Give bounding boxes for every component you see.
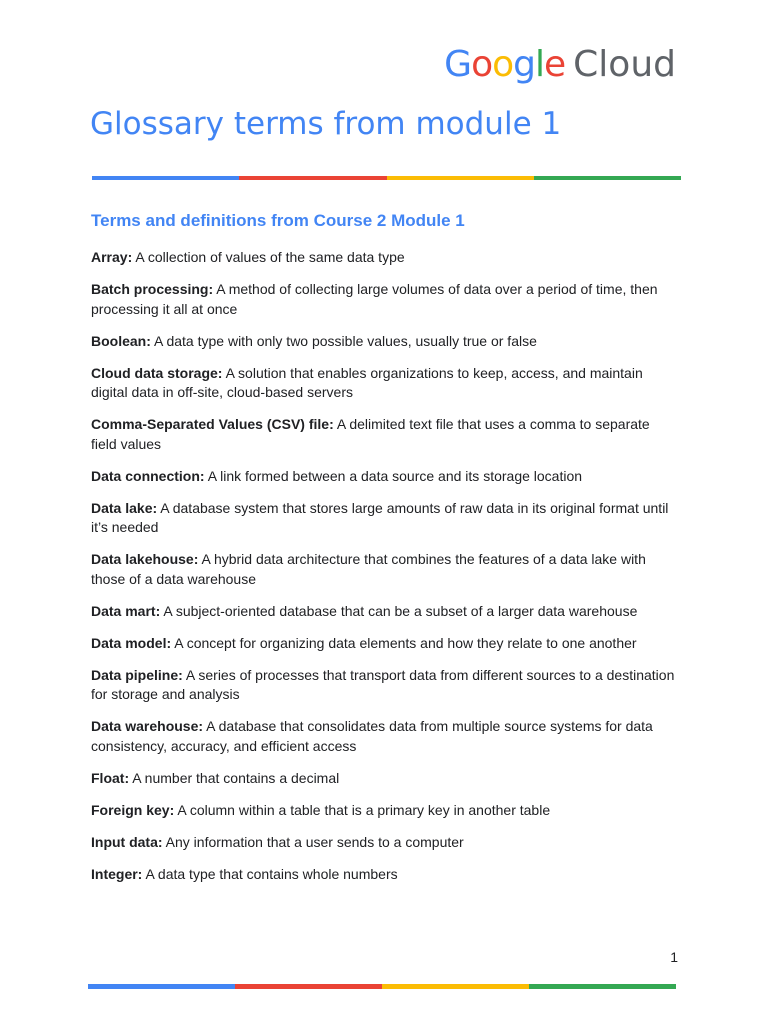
glossary-definition: A hybrid data architecture that combines the features of a data lake with those of a data warehouse (91, 551, 646, 587)
glossary-term: Boolean: (91, 332, 151, 349)
glossary-entry (91, 865, 676, 885)
glossary-definition: A number that contains a decimal (129, 769, 340, 786)
logo-letter: l (534, 44, 544, 85)
logo-letter: g (513, 44, 535, 85)
divider-segment-green (529, 984, 676, 989)
page-number: 1 (670, 949, 678, 965)
glossary-entry (91, 666, 676, 705)
google-wordmark (444, 44, 565, 85)
glossary-definition: A link formed between a data source and its storage location (204, 467, 583, 484)
glossary-term: Data model: (91, 634, 172, 651)
glossary-term: Data lake: (91, 499, 158, 516)
glossary-definition: A delimited text file that uses a comma to separate field values (91, 416, 650, 452)
glossary-term: Integer: (91, 865, 143, 882)
glossary-definition: A column within a table that is a primary key in another table (174, 801, 551, 818)
glossary-term: Input data: (91, 833, 163, 850)
cloud-wordmark: Cloud (573, 44, 676, 85)
glossary-term: Data pipeline: (91, 666, 183, 683)
logo-letter: G (444, 44, 472, 85)
glossary-term-list (91, 248, 676, 897)
glossary-definition: A concept for organizing data elements and how they relate to one another (171, 634, 637, 651)
glossary-entry (91, 833, 676, 853)
glossary-term: Foreign key: (91, 801, 175, 818)
glossary-definition: A data type that contains whole numbers (142, 865, 398, 882)
logo-letter: e (544, 44, 566, 85)
glossary-term: Array: (91, 249, 133, 265)
glossary-entry (91, 467, 676, 487)
glossary-definition: A series of processes that transport data from different sources to a destination for storage and analysis (91, 666, 675, 702)
section-heading: Terms and definitions from Course 2 Module 1 (91, 211, 465, 230)
logo-letter: o (471, 44, 493, 85)
glossary-entry (91, 550, 676, 589)
glossary-term: Data warehouse: (91, 718, 204, 734)
glossary-term: Data connection: (91, 467, 205, 484)
glossary-term: Data mart: (91, 602, 161, 619)
glossary-definition: A database system that stores large amounts of raw data in its original format until it’s needed (91, 499, 669, 535)
bottom-color-divider (88, 984, 676, 989)
google-cloud-logo (444, 44, 676, 85)
glossary-definition: A method of collecting large volumes of data over a period of time, then processing it all at once (91, 281, 658, 317)
glossary-term: Data lakehouse: (91, 551, 199, 567)
divider-segment-blue (92, 176, 239, 180)
glossary-entry (91, 769, 676, 789)
glossary-definition: A solution that enables organizations to keep, access, and maintain digital data in off-site, cloud-based servers (91, 364, 643, 400)
divider-segment-green (534, 176, 681, 180)
divider-segment-red (239, 176, 386, 180)
glossary-term: Batch processing: (91, 281, 214, 297)
glossary-entry (91, 332, 676, 352)
top-color-divider (92, 176, 681, 180)
glossary-entry (91, 499, 676, 538)
glossary-definition: Any information that a user sends to a computer (162, 833, 464, 850)
glossary-entry (91, 602, 676, 622)
glossary-entry (91, 364, 676, 403)
divider-segment-blue (88, 984, 235, 989)
page-title: Glossary terms from module 1 (90, 106, 562, 142)
glossary-definition: A collection of values of the same data type (132, 249, 405, 265)
divider-segment-yellow (387, 176, 534, 180)
logo-letter: o (492, 44, 514, 85)
glossary-entry (91, 717, 676, 756)
glossary-entry (91, 415, 676, 454)
glossary-entry (91, 280, 676, 319)
glossary-entry (91, 634, 676, 654)
glossary-definition: A data type with only two possible values, usually true or false (150, 332, 537, 349)
glossary-term: Comma-Separated Values (CSV) file: (91, 416, 334, 432)
glossary-entry (91, 801, 676, 821)
glossary-definition: A subject-oriented database that can be a subset of a larger data warehouse (160, 602, 638, 619)
glossary-term: Cloud data storage: (91, 364, 223, 381)
divider-segment-red (235, 984, 382, 989)
glossary-definition: A database that consolidates data from multiple source systems for data consistency, accuracy, and efficient access (91, 718, 653, 754)
glossary-term: Float: (91, 769, 130, 786)
glossary-entry (91, 248, 676, 268)
divider-segment-yellow (382, 984, 529, 989)
